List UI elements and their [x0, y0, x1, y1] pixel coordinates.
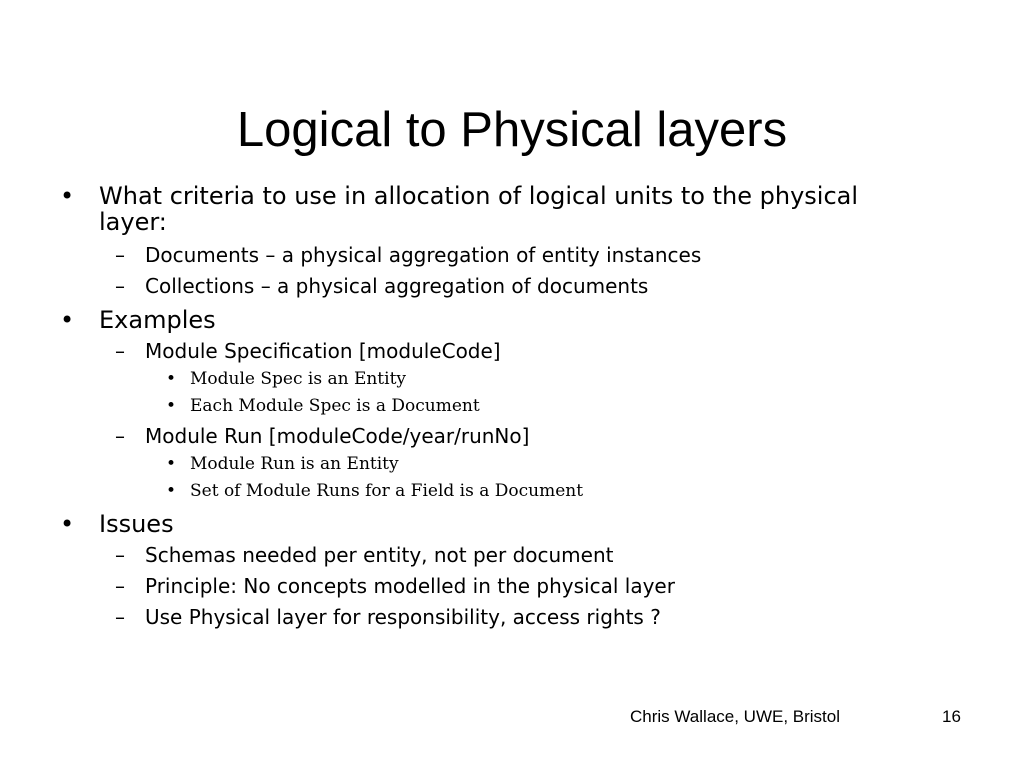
sub-bullet-marker: –	[115, 243, 125, 267]
sub-bullet-marker: –	[115, 339, 125, 363]
sub-sub-bullet-marker: •	[166, 481, 177, 501]
bullet-text: Issues	[99, 510, 174, 538]
sub-bullet-text: Principle: No concepts modelled in the physical layer	[145, 574, 675, 598]
sub-bullet-text: Use Physical layer for responsibility, access rights ?	[145, 605, 661, 629]
sub-sub-bullet-marker: •	[166, 369, 177, 389]
bullet-marker: •	[60, 182, 75, 210]
bullet-text: What criteria to use in allocation of logical units to the physical	[99, 182, 859, 210]
sub-bullet-text: Collections – a physical aggregation of documents	[145, 274, 649, 298]
slide-title: Logical to Physical layers	[236, 103, 788, 157]
sub-bullet-marker: –	[115, 424, 125, 448]
sub-sub-bullet-text: Set of Module Runs for a Field is a Document	[190, 481, 584, 501]
bullet-text: Examples	[99, 306, 216, 334]
sub-sub-bullet-text: Each Module Spec is a Document	[190, 396, 480, 416]
sub-bullet-marker: –	[115, 605, 125, 629]
sub-bullet-text: Schemas needed per entity, not per document	[145, 543, 614, 567]
bullet-marker: •	[60, 510, 75, 538]
sub-bullet-marker: –	[115, 274, 125, 298]
sub-sub-bullet-marker: •	[166, 396, 177, 416]
bullet-text-continuation: layer:	[99, 208, 167, 236]
footer-author: Chris Wallace, UWE, Bristol	[630, 707, 841, 726]
page-number: 16	[942, 707, 961, 726]
sub-sub-bullet-text: Module Spec is an Entity	[190, 369, 407, 389]
sub-bullet-text: Documents – a physical aggregation of entity instances	[145, 243, 702, 267]
sub-bullet-text: Module Specification [moduleCode]	[145, 339, 501, 363]
sub-bullet-marker: –	[115, 543, 125, 567]
sub-sub-bullet-text: Module Run is an Entity	[190, 454, 399, 474]
sub-sub-bullet-marker: •	[166, 454, 177, 474]
bullet-marker: •	[60, 306, 75, 334]
sub-bullet-marker: –	[115, 574, 125, 598]
sub-bullet-text: Module Run [moduleCode/year/runNo]	[145, 424, 530, 448]
